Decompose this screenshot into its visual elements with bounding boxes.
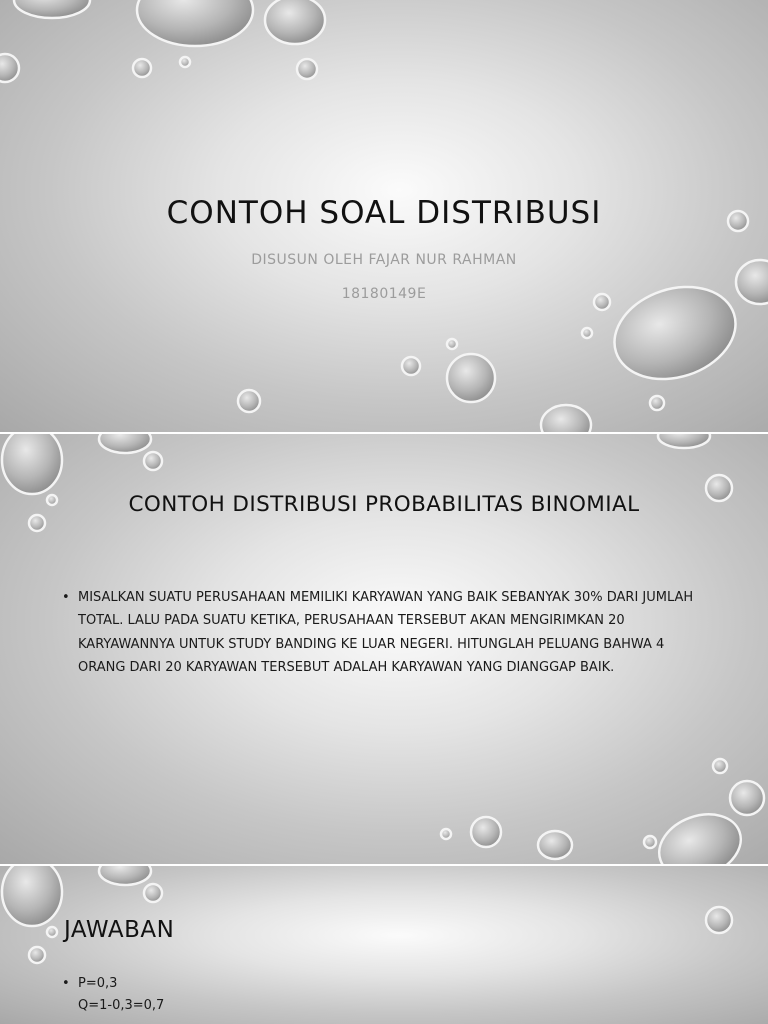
- slide-2-body: [62, 586, 710, 679]
- bullet-icon: •: [62, 590, 70, 605]
- slide-1-title: CONTOH SOAL DISTRIBUSI: [166, 195, 602, 231]
- slide-3-title: JAWABAN: [64, 917, 175, 943]
- slide-1-student-id: 18180149E: [341, 286, 427, 302]
- problem-text: MISALKAN SUATU PERUSAHAAN MEMILIKI KARYAWAN YANG BAIK SEBANYAK 30% DARI JUMLAH TOTAL. LALU PADA SUATU KETIKA, PERUSAHAAN TERSEBUT AKAN MENGIRIMKAN 20 KARYAWANNYA UNTUK STUDY BANDING KE LUAR NEGERI. HITUNGLAH PELUANG BAHWA 4 ORANG DARI 20 KARYAWAN TERSEBUT ADALAH KARYAWAN YANG DIANGGAP BAIK.: [78, 590, 694, 675]
- bullet-icon: •: [62, 976, 70, 991]
- slide-3-answer-list: [62, 973, 164, 1017]
- answer-line: P=0,3: [78, 976, 118, 991]
- slide-1: [0, 0, 768, 432]
- slide-1-author: DISUSUN OLEH FAJAR NUR RAHMAN: [251, 252, 517, 268]
- slide-2-title: CONTOH DISTRIBUSI PROBABILITAS BINOMIAL: [128, 492, 640, 517]
- answer-line: Q=1-0,3=0,7: [78, 998, 165, 1013]
